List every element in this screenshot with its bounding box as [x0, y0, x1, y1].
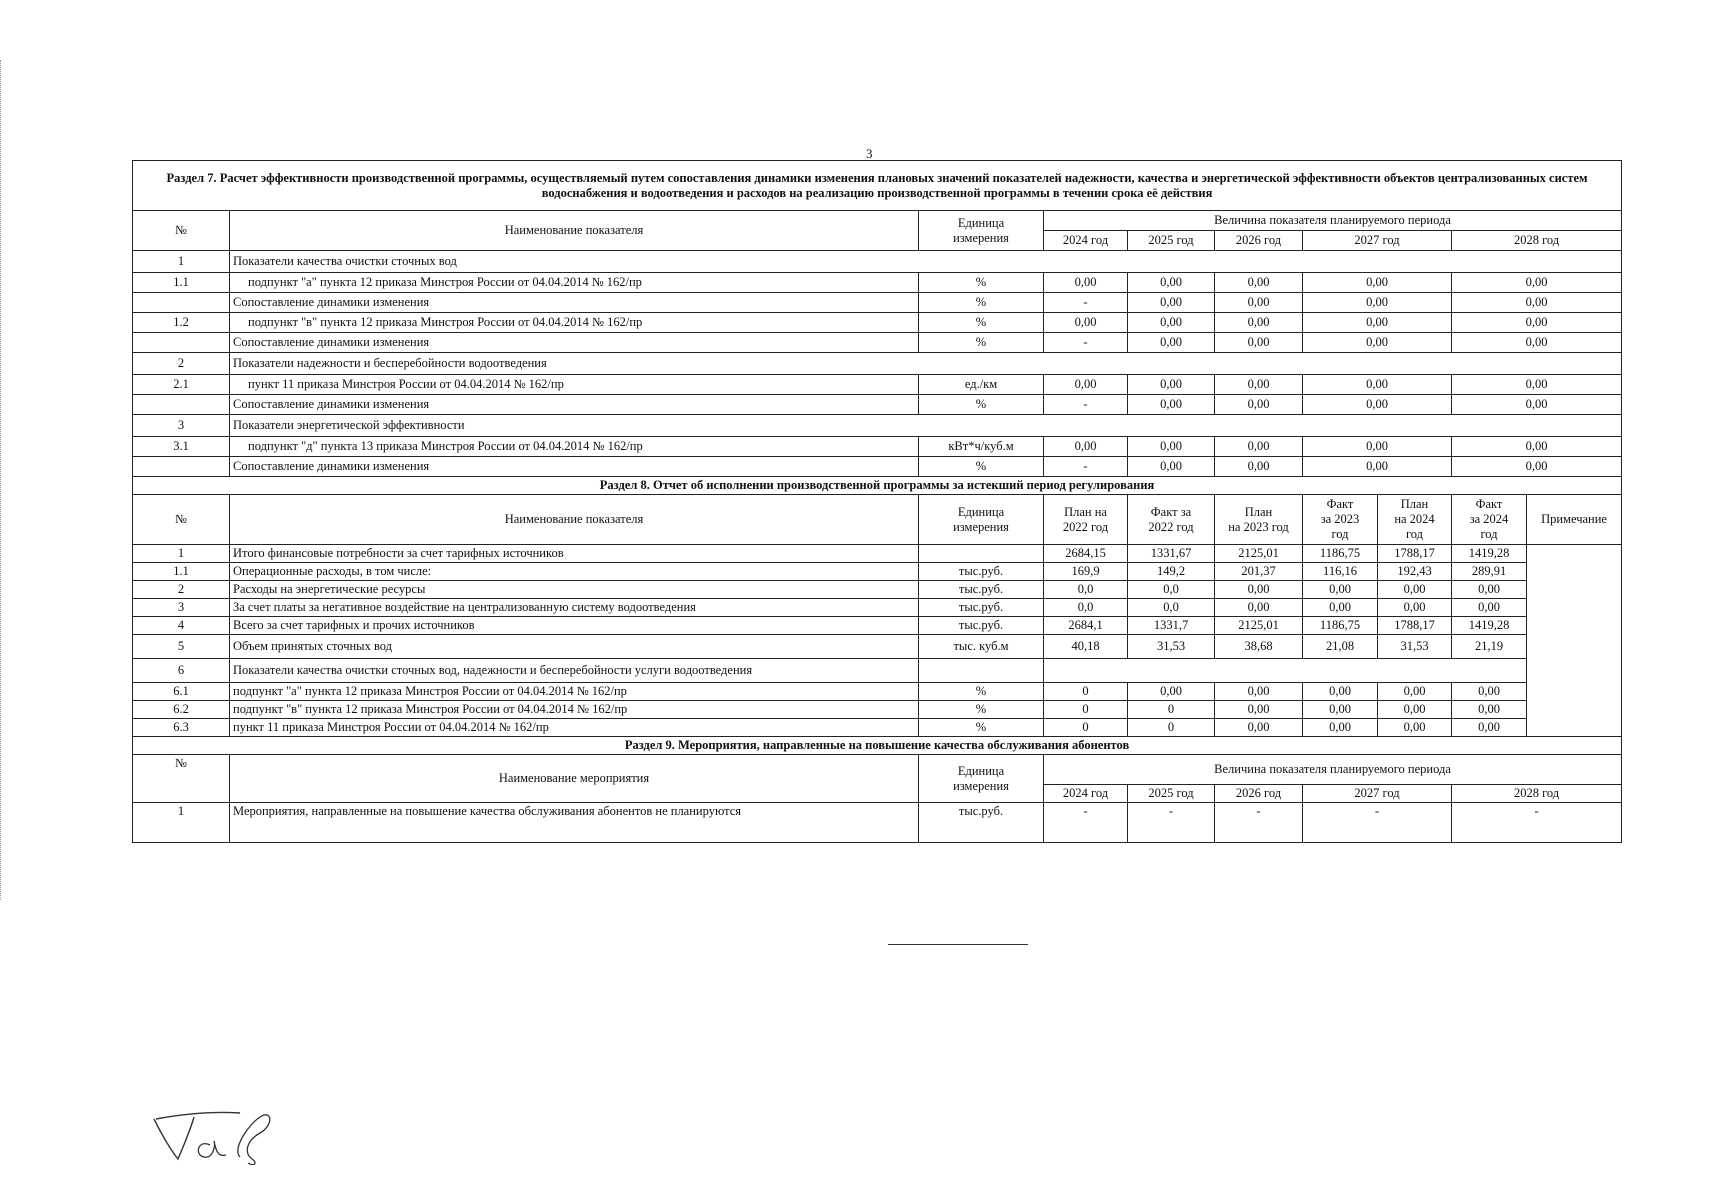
value-cell: 0,00: [1378, 581, 1452, 599]
value-cell: 21,08: [1303, 635, 1378, 659]
value-cell: 0: [1044, 719, 1128, 737]
table-row: [133, 313, 1622, 333]
header-period: Факт за 2024 год: [1452, 495, 1527, 545]
indicator-name: Сопоставление динамики изменения: [230, 293, 919, 313]
group-row: [133, 251, 1622, 273]
unit-cell: тыс.руб.: [919, 563, 1044, 581]
value-cell: 31,53: [1128, 635, 1215, 659]
indicator-name: Операционные расходы, в том числе:: [230, 563, 919, 581]
header-number: №: [133, 755, 230, 803]
row-number: 1.2: [133, 313, 230, 333]
header-unit: Единица измерения: [919, 211, 1044, 251]
table-row: [133, 617, 1622, 635]
row-number: 6.2: [133, 701, 230, 719]
row-number: [133, 457, 230, 477]
value-cell: 0,00: [1303, 457, 1452, 477]
row-number: 2: [133, 353, 230, 375]
unit-cell: тыс.руб.: [919, 617, 1044, 635]
value-cell: 0,00: [1378, 719, 1452, 737]
group-name: Показатели надежности и бесперебойности водоотведения: [230, 353, 1622, 375]
value-cell: 0,00: [1378, 599, 1452, 617]
value-cell: -: [1044, 803, 1128, 843]
value-cell: 0,00: [1215, 437, 1303, 457]
header-period: Факт за 2022 год: [1128, 495, 1215, 545]
value-cell: 0,00: [1303, 719, 1378, 737]
value-cell: 1419,28: [1452, 545, 1527, 563]
unit-cell: %: [919, 313, 1044, 333]
value-cell: 0,00: [1215, 701, 1303, 719]
header-planned-period: Величина показателя планируемого периода: [1044, 211, 1622, 231]
row-number: 3: [133, 599, 230, 617]
indicator-name: Сопоставление динамики изменения: [230, 457, 919, 477]
table-row: [133, 563, 1622, 581]
value-cell: -: [1128, 803, 1215, 843]
header-year: 2027 год: [1303, 231, 1452, 251]
value-cell: 0,00: [1303, 313, 1452, 333]
row-number: 2: [133, 581, 230, 599]
value-cell: 0,00: [1215, 599, 1303, 617]
value-cell: 0,00: [1452, 683, 1527, 701]
value-cell: 0,00: [1378, 683, 1452, 701]
indicator-name: пункт 11 приказа Минстроя России от 04.04.2014 № 162/пр: [230, 375, 919, 395]
group-row: [133, 415, 1622, 437]
row-number: 3: [133, 415, 230, 437]
unit-cell: %: [919, 293, 1044, 313]
group-name: Показатели качества очистки сточных вод: [230, 251, 1622, 273]
value-cell: 0,0: [1044, 581, 1128, 599]
value-cell: 0: [1044, 683, 1128, 701]
value-cell: 0,00: [1452, 599, 1527, 617]
section9-title: Раздел 9. Мероприятия, направленные на повышение качества обслуживания абонентов: [133, 737, 1622, 755]
unit-cell: %: [919, 273, 1044, 293]
indicator-name: подпункт "а" пункта 12 приказа Минстроя России от 04.04.2014 № 162/пр: [230, 273, 919, 293]
unit-cell: [919, 545, 1044, 563]
value-cell: 201,37: [1215, 563, 1303, 581]
value-cell: 0,00: [1128, 313, 1215, 333]
section8-title-row: [133, 477, 1622, 495]
unit-cell: %: [919, 683, 1044, 701]
value-cell: -: [1044, 457, 1128, 477]
table-row: [133, 273, 1622, 293]
header-year: 2028 год: [1452, 231, 1622, 251]
unit-cell: %: [919, 395, 1044, 415]
value-cell: 0,00: [1044, 437, 1128, 457]
value-cell: 1186,75: [1303, 545, 1378, 563]
row-number: 6: [133, 659, 230, 683]
value-cell: 0,00: [1303, 701, 1378, 719]
header-year: 2024 год: [1044, 231, 1128, 251]
table-row: [133, 701, 1622, 719]
indicator-name: Объем принятых сточных вод: [230, 635, 919, 659]
value-cell: [1044, 659, 1527, 683]
value-cell: 0,00: [1128, 683, 1215, 701]
value-cell: 0,00: [1128, 437, 1215, 457]
row-number: [133, 395, 230, 415]
indicator-name: Итого финансовые потребности за счет тарифных источников: [230, 545, 919, 563]
indicator-name: Сопоставление динамики изменения: [230, 333, 919, 353]
value-cell: 0: [1128, 701, 1215, 719]
value-cell: 0,00: [1452, 581, 1527, 599]
table-row: [133, 803, 1622, 843]
header-unit: Единица измерения: [919, 495, 1044, 545]
section9-title-row: [133, 737, 1622, 755]
value-cell: 0,00: [1215, 333, 1303, 353]
row-number: [133, 333, 230, 353]
value-cell: 0: [1044, 701, 1128, 719]
header-year: 2026 год: [1215, 785, 1303, 803]
value-cell: 192,43: [1378, 563, 1452, 581]
row-number: 4: [133, 617, 230, 635]
section8-title: Раздел 8. Отчет об исполнении производственной программы за истекший период регулирования: [133, 477, 1622, 495]
value-cell: 40,18: [1044, 635, 1128, 659]
indicator-name: Всего за счет тарифных и прочих источников: [230, 617, 919, 635]
value-cell: 0,00: [1452, 273, 1622, 293]
value-cell: 0,00: [1128, 395, 1215, 415]
value-cell: 0,00: [1128, 333, 1215, 353]
value-cell: 0,00: [1303, 395, 1452, 415]
table-row: [133, 545, 1622, 563]
value-cell: 1788,17: [1378, 617, 1452, 635]
value-cell: 38,68: [1215, 635, 1303, 659]
header-year: 2027 год: [1303, 785, 1452, 803]
value-cell: 0,00: [1303, 293, 1452, 313]
value-cell: 0: [1128, 719, 1215, 737]
value-cell: 0,00: [1303, 581, 1378, 599]
section7-header-row: [133, 211, 1622, 231]
indicator-name: подпункт "в" пункта 12 приказа Минстроя России от 04.04.2014 № 162/пр: [230, 701, 919, 719]
value-cell: 1419,28: [1452, 617, 1527, 635]
value-cell: 0,00: [1452, 293, 1622, 313]
value-cell: 1331,7: [1128, 617, 1215, 635]
value-cell: 1186,75: [1303, 617, 1378, 635]
value-cell: 21,19: [1452, 635, 1527, 659]
value-cell: 0,00: [1303, 437, 1452, 457]
value-cell: 0,00: [1303, 375, 1452, 395]
table-row: [133, 395, 1622, 415]
table-row: [133, 437, 1622, 457]
row-number: 1: [133, 803, 230, 843]
section7-title-row: [133, 161, 1622, 211]
value-cell: 0,00: [1452, 395, 1622, 415]
table-row: [133, 333, 1622, 353]
value-cell: 0,00: [1215, 581, 1303, 599]
value-cell: 2684,1: [1044, 617, 1128, 635]
indicator-name: подпункт "а" пункта 12 приказа Минстроя России от 04.04.2014 № 162/пр: [230, 683, 919, 701]
value-cell: 0,00: [1303, 683, 1378, 701]
section7-title: Раздел 7. Расчет эффективности производственной программы, осуществляемый путем сопоставления динамики изменения плановых значений показателей надежности, качества и энергетической эффективности объектов централизованных систем водоснабжения и водоотведения и расходов на реализацию производственной программы в течении срока её действия: [133, 161, 1622, 211]
value-cell: 0,0: [1128, 581, 1215, 599]
value-cell: 0,00: [1215, 457, 1303, 477]
unit-cell: тыс.руб.: [919, 581, 1044, 599]
unit-cell: кВт*ч/куб.м: [919, 437, 1044, 457]
row-number: [133, 293, 230, 313]
table-row: [133, 659, 1622, 683]
value-cell: -: [1044, 333, 1128, 353]
unit-cell: %: [919, 457, 1044, 477]
header-year: 2025 год: [1128, 785, 1215, 803]
table-row: [133, 293, 1622, 313]
value-cell: -: [1044, 293, 1128, 313]
value-cell: 0,00: [1128, 273, 1215, 293]
value-cell: 2125,01: [1215, 617, 1303, 635]
value-cell: 0,00: [1452, 457, 1622, 477]
handwritten-signature: [148, 1105, 278, 1165]
value-cell: 2684,15: [1044, 545, 1128, 563]
value-cell: 0,00: [1215, 395, 1303, 415]
header-period: План на 2022 год: [1044, 495, 1128, 545]
row-number: 6.3: [133, 719, 230, 737]
header-planned-period: Величина показателя планируемого периода: [1044, 755, 1622, 785]
value-cell: 1331,67: [1128, 545, 1215, 563]
unit-cell: %: [919, 701, 1044, 719]
value-cell: 0,00: [1303, 333, 1452, 353]
header-year: 2028 год: [1452, 785, 1622, 803]
table-row: [133, 457, 1622, 477]
header-name: Наименование показателя: [230, 211, 919, 251]
indicator-name: подпункт "в" пункта 12 приказа Минстроя России от 04.04.2014 № 162/пр: [230, 313, 919, 333]
value-cell: 0,00: [1044, 313, 1128, 333]
header-year: 2024 год: [1044, 785, 1128, 803]
end-of-document-line: [888, 944, 1028, 945]
indicator-name: подпункт "д" пункта 13 приказа Минстроя России от 04.04.2014 № 162/пр: [230, 437, 919, 457]
report-table: [132, 160, 1622, 843]
value-cell: -: [1044, 395, 1128, 415]
indicator-name: Сопоставление динамики изменения: [230, 395, 919, 415]
value-cell: -: [1452, 803, 1622, 843]
value-cell: 0,00: [1215, 719, 1303, 737]
value-cell: 116,16: [1303, 563, 1378, 581]
value-cell: 0,0: [1128, 599, 1215, 617]
value-cell: 0,00: [1044, 273, 1128, 293]
group-row: [133, 353, 1622, 375]
value-cell: 0,00: [1452, 375, 1622, 395]
value-cell: 31,53: [1378, 635, 1452, 659]
header-name: Наименование показателя: [230, 495, 919, 545]
row-number: 3.1: [133, 437, 230, 457]
header-year: 2026 год: [1215, 231, 1303, 251]
value-cell: 0,00: [1452, 719, 1527, 737]
row-number: 1: [133, 545, 230, 563]
value-cell: -: [1215, 803, 1303, 843]
row-number: 1.1: [133, 273, 230, 293]
value-cell: 289,91: [1452, 563, 1527, 581]
section8-header-row: [133, 495, 1622, 545]
header-number: №: [133, 211, 230, 251]
table-row: [133, 375, 1622, 395]
scan-edge: [0, 60, 3, 900]
table-row: [133, 719, 1622, 737]
value-cell: 0,00: [1303, 599, 1378, 617]
unit-cell: тыс.руб.: [919, 599, 1044, 617]
value-cell: 0,00: [1044, 375, 1128, 395]
unit-cell: тыс. куб.м: [919, 635, 1044, 659]
indicator-name: Показатели качества очистки сточных вод, надежности и бесперебойности услуги водоотведения: [230, 659, 919, 683]
unit-cell: %: [919, 333, 1044, 353]
unit-cell: [919, 659, 1044, 683]
value-cell: 0,00: [1215, 375, 1303, 395]
value-cell: 0,00: [1128, 293, 1215, 313]
header-period: План на 2023 год: [1215, 495, 1303, 545]
header-note: Примечание: [1527, 495, 1622, 545]
table-row: [133, 581, 1622, 599]
value-cell: 2125,01: [1215, 545, 1303, 563]
group-name: Показатели энергетической эффективности: [230, 415, 1622, 437]
unit-cell: %: [919, 719, 1044, 737]
value-cell: 0,00: [1215, 273, 1303, 293]
section9-header-row: [133, 755, 1622, 785]
indicator-name: Расходы на энергетические ресурсы: [230, 581, 919, 599]
value-cell: 0,00: [1128, 457, 1215, 477]
value-cell: 0,00: [1128, 375, 1215, 395]
value-cell: 0,00: [1378, 701, 1452, 719]
indicator-name: За счет платы за негативное воздействие на централизованную систему водоотведения: [230, 599, 919, 617]
header-year: 2025 год: [1128, 231, 1215, 251]
value-cell: 0,00: [1452, 701, 1527, 719]
header-number: №: [133, 495, 230, 545]
header-unit: Единица измерения: [919, 755, 1044, 803]
value-cell: 169,9: [1044, 563, 1128, 581]
value-cell: 0,00: [1215, 683, 1303, 701]
value-cell: 0,00: [1303, 273, 1452, 293]
header-period: Факт за 2023 год: [1303, 495, 1378, 545]
row-number: 6.1: [133, 683, 230, 701]
value-cell: 149,2: [1128, 563, 1215, 581]
unit-cell: ед./км: [919, 375, 1044, 395]
value-cell: 0,0: [1044, 599, 1128, 617]
row-number: 1: [133, 251, 230, 273]
header-name: Наименование мероприятия: [230, 755, 919, 803]
value-cell: -: [1303, 803, 1452, 843]
value-cell: 0,00: [1215, 293, 1303, 313]
table-row: [133, 635, 1622, 659]
table-row: [133, 599, 1622, 617]
page-number: 3: [866, 146, 873, 161]
indicator-name: пункт 11 приказа Минстроя России от 04.04.2014 № 162/пр: [230, 719, 919, 737]
value-cell: 0,00: [1452, 437, 1622, 457]
value-cell: 0,00: [1215, 313, 1303, 333]
header-period: План на 2024 год: [1378, 495, 1452, 545]
row-number: 2.1: [133, 375, 230, 395]
note-cell: [1527, 545, 1622, 737]
row-number: 5: [133, 635, 230, 659]
table-row: [133, 683, 1622, 701]
measure-name: Мероприятия, направленные на повышение качества обслуживания абонентов не планируются: [230, 803, 919, 843]
value-cell: 1788,17: [1378, 545, 1452, 563]
value-cell: 0,00: [1452, 313, 1622, 333]
value-cell: 0,00: [1452, 333, 1622, 353]
row-number: 1.1: [133, 563, 230, 581]
unit-cell: тыс.руб.: [919, 803, 1044, 843]
